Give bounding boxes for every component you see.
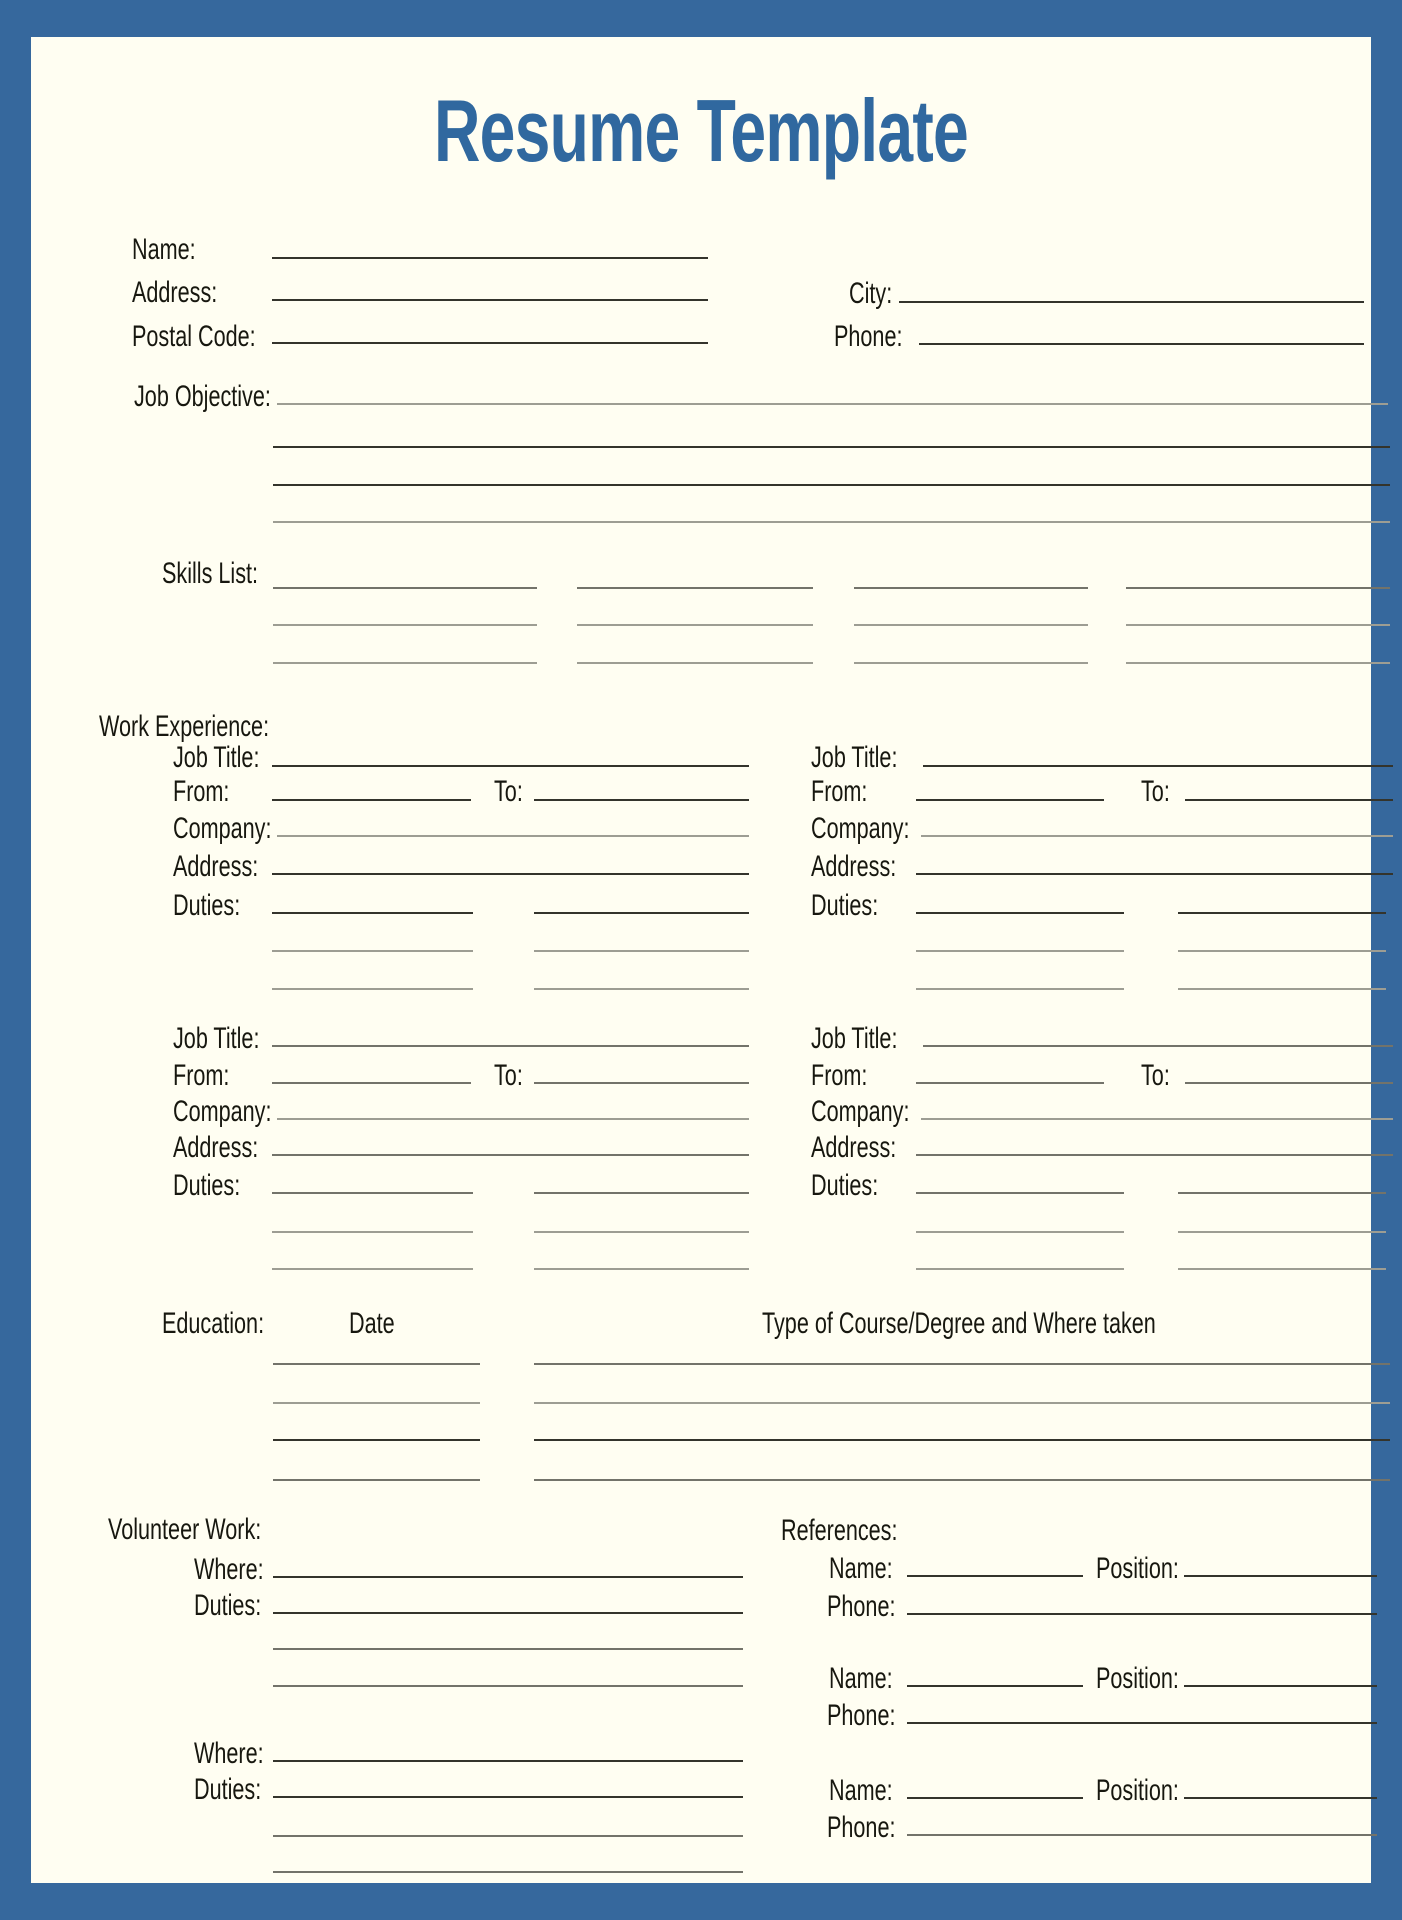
job-c-company-label: Company: (173, 1095, 272, 1128)
job-c-duties-line-r1c2 (534, 1192, 749, 1194)
job-d-title-label: Job Title: (811, 1022, 898, 1055)
job-a-from-label: From: (173, 775, 230, 808)
job-a-company-label: Company: (173, 812, 272, 845)
job-c-duties-line-r2c2 (534, 1231, 749, 1233)
name-label: Name: (132, 233, 196, 266)
job-a-address-line (272, 873, 749, 875)
education-date-line-4 (273, 1479, 480, 1481)
job-b-to-line (1185, 799, 1393, 801)
skills-line-r2c1 (273, 624, 537, 626)
job-b-address-line (916, 873, 1393, 875)
job-b-duties-line-r3c1 (916, 988, 1124, 990)
job-d-address-line (916, 1154, 1393, 1156)
page-title: Resume Template (433, 81, 969, 180)
job-b-duties-line-r2c1 (916, 950, 1124, 952)
city-line (899, 301, 1364, 303)
job-a-to-line (534, 799, 749, 801)
skills-line-r1c4 (1126, 587, 1390, 589)
job-d-company-line (921, 1118, 1393, 1120)
job-d-duties-line-r2c1 (916, 1231, 1124, 1233)
job-b-title-line (923, 765, 1393, 767)
reference-2-name-line (907, 1685, 1083, 1687)
job-a-title-label: Job Title: (173, 741, 260, 774)
job-objective-line-3 (273, 484, 1390, 486)
education-course-header: Type of Course/Degree and Where taken (762, 1307, 1156, 1340)
volunteer-duties-line-2c (273, 1871, 743, 1873)
reference-1-phone-label: Phone: (827, 1590, 896, 1623)
volunteer-duties-line-1a (273, 1612, 743, 1614)
skills-line-r1c3 (854, 587, 1088, 589)
job-a-duties-line-r3c1 (272, 988, 473, 990)
reference-1-name-line (907, 1575, 1083, 1577)
skills-line-r2c2 (577, 624, 813, 626)
education-course-line-4 (534, 1479, 1390, 1481)
job-c-duties-line-r2c1 (272, 1231, 473, 1233)
skills-line-r3c4 (1126, 662, 1390, 664)
job-c-to-label: To: (494, 1059, 523, 1092)
reference-1-position-line (1184, 1575, 1377, 1577)
job-c-title-line (272, 1045, 749, 1047)
volunteer-duties-label-1: Duties: (194, 1589, 262, 1622)
job-b-from-line (916, 799, 1104, 801)
education-course-line-1 (534, 1363, 1390, 1365)
job-c-address-label: Address: (173, 1131, 259, 1164)
volunteer-duties-line-1c (273, 1685, 743, 1687)
job-d-duties-line-r1c1 (916, 1192, 1124, 1194)
job-a-from-line (272, 799, 471, 801)
skills-line-r3c2 (577, 662, 813, 664)
reference-2-phone-line (907, 1722, 1377, 1724)
job-a-duties-line-r2c1 (272, 950, 473, 952)
education-course-line-3 (534, 1439, 1390, 1441)
job-b-company-line (921, 835, 1393, 837)
job-b-duties-label: Duties: (811, 889, 879, 922)
phone-line (919, 343, 1364, 345)
references-label: References: (781, 1514, 898, 1547)
education-date-line-2 (273, 1402, 480, 1404)
job-c-duties-line-r1c1 (272, 1192, 473, 1194)
job-b-duties-line-r3c2 (1178, 988, 1386, 990)
education-date-header: Date (349, 1307, 395, 1340)
volunteer-duties-line-2a (273, 1796, 743, 1798)
name-line (272, 257, 708, 259)
work-experience-label: Work Experience: (99, 710, 270, 743)
address-line (272, 299, 708, 301)
reference-2-phone-label: Phone: (827, 1699, 896, 1732)
education-date-line-3 (273, 1439, 480, 1441)
reference-3-position-line (1184, 1797, 1377, 1799)
skills-line-r3c3 (854, 662, 1088, 664)
job-d-duties-line-r2c2 (1178, 1231, 1386, 1233)
education-date-line-1 (273, 1363, 480, 1365)
job-c-from-line (272, 1082, 471, 1084)
job-d-duties-line-r1c2 (1178, 1192, 1386, 1194)
job-objective-label: Job Objective: (134, 380, 271, 413)
job-a-address-label: Address: (173, 850, 259, 883)
job-objective-line-2 (273, 446, 1390, 448)
volunteer-where-label-1: Where: (194, 1553, 264, 1586)
job-d-title-line (923, 1045, 1393, 1047)
reference-3-position-label: Position: (1096, 1774, 1179, 1807)
skills-list-label: Skills List: (162, 557, 259, 590)
volunteer-where-line-1 (273, 1576, 743, 1578)
address-label: Address: (132, 276, 218, 309)
job-d-duties-line-r3c1 (916, 1268, 1124, 1270)
job-a-duties-label: Duties: (173, 889, 241, 922)
job-objective-line-4 (273, 521, 1390, 523)
job-d-to-line (1185, 1082, 1393, 1084)
job-d-company-label: Company: (811, 1095, 910, 1128)
reference-3-name-line (907, 1797, 1083, 1799)
volunteer-duties-line-2b (273, 1835, 743, 1837)
reference-2-name-label: Name: (829, 1662, 893, 1695)
job-d-duties-line-r3c2 (1178, 1268, 1386, 1270)
job-d-from-label: From: (811, 1059, 868, 1092)
job-b-address-label: Address: (811, 850, 897, 883)
job-b-duties-line-r1c2 (1178, 912, 1386, 914)
phone-label: Phone: (834, 320, 903, 353)
reference-1-phone-line (907, 1613, 1377, 1615)
job-c-duties-line-r3c1 (272, 1268, 473, 1270)
job-d-to-label: To: (1141, 1059, 1170, 1092)
job-d-from-line (916, 1082, 1104, 1084)
job-b-duties-line-r1c1 (916, 912, 1124, 914)
job-c-duties-line-r3c2 (534, 1268, 749, 1270)
volunteer-work-label: Volunteer Work: (108, 1513, 262, 1546)
job-a-duties-line-r2c2 (534, 950, 749, 952)
postal-code-label: Postal Code: (132, 320, 256, 353)
reference-3-name-label: Name: (829, 1774, 893, 1807)
job-c-to-line (534, 1082, 749, 1084)
job-a-duties-line-r1c1 (272, 912, 473, 914)
job-b-company-label: Company: (811, 812, 910, 845)
volunteer-where-line-2 (273, 1760, 743, 1762)
job-c-from-label: From: (173, 1059, 230, 1092)
job-a-company-line (277, 835, 749, 837)
skills-line-r2c3 (854, 624, 1088, 626)
education-label: Education: (162, 1307, 265, 1340)
reference-1-name-label: Name: (829, 1552, 893, 1585)
skills-line-r1c2 (577, 587, 813, 589)
volunteer-duties-line-1b (273, 1648, 743, 1650)
job-c-address-line (272, 1154, 749, 1156)
job-b-duties-line-r2c2 (1178, 950, 1386, 952)
skills-line-r1c1 (273, 587, 537, 589)
skills-line-r3c1 (273, 662, 537, 664)
job-a-duties-line-r3c2 (534, 988, 749, 990)
job-b-to-label: To: (1141, 775, 1170, 808)
education-course-line-2 (534, 1402, 1390, 1404)
job-d-address-label: Address: (811, 1131, 897, 1164)
job-a-title-line (272, 765, 749, 767)
reference-2-position-label: Position: (1096, 1662, 1179, 1695)
job-a-to-label: To: (494, 775, 523, 808)
volunteer-duties-label-2: Duties: (194, 1773, 262, 1806)
job-c-title-label: Job Title: (173, 1022, 260, 1055)
reference-3-phone-line (907, 1834, 1377, 1836)
reference-3-phone-label: Phone: (827, 1811, 896, 1844)
job-d-duties-label: Duties: (811, 1169, 879, 1202)
job-objective-line-1 (277, 403, 1388, 405)
resume-paper (31, 37, 1371, 1883)
city-label: City: (849, 277, 893, 310)
volunteer-where-label-2: Where: (194, 1737, 264, 1770)
job-b-title-label: Job Title: (811, 741, 898, 774)
postal-code-line (272, 342, 708, 344)
job-a-duties-line-r1c2 (534, 912, 749, 914)
job-c-company-line (277, 1118, 749, 1120)
job-b-from-label: From: (811, 775, 868, 808)
skills-line-r2c4 (1126, 624, 1390, 626)
reference-1-position-label: Position: (1096, 1552, 1179, 1585)
reference-2-position-line (1184, 1685, 1377, 1687)
job-c-duties-label: Duties: (173, 1169, 241, 1202)
